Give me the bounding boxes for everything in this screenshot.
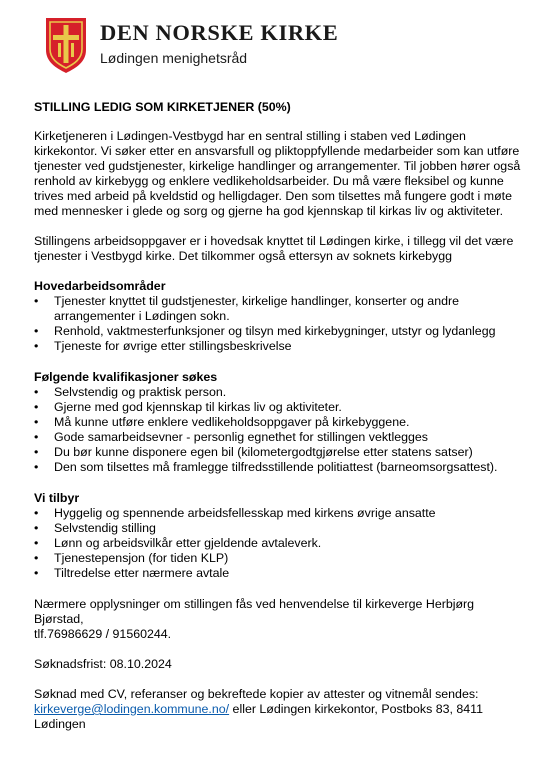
list-item-text: Lønn og arbeidsvilkår etter gjeldende avtaleverk.	[54, 536, 322, 550]
list-item-text: Selvstendig og praktisk person.	[54, 385, 227, 399]
email-link[interactable]: kirkeverge@lodingen.kommune.no/	[34, 702, 230, 716]
list-item-text: Tjenester knyttet til gudstjenester, kirkelige handlinger, konserter og andre arrangementer i Lødingen sokn.	[54, 294, 459, 323]
list-item-text: Selvstendig stilling	[54, 521, 156, 535]
application-deadline: Søknadsfrist: 08.10.2024	[34, 657, 172, 671]
list-item	[34, 566, 524, 581]
list-item-text: Må kunne utføre enklere vedlikeholdsoppgaver på kirkebyggene.	[54, 415, 410, 429]
bullet-icon: •	[34, 400, 39, 414]
bullet-icon: •	[34, 339, 39, 353]
bullet-list	[34, 385, 524, 475]
list-item	[34, 324, 524, 339]
list-item	[34, 339, 524, 354]
bullet-icon: •	[34, 536, 39, 550]
section-title: Hovedarbeidsområder	[34, 279, 166, 293]
section-title: Følgende kvalifikasjoner søkes	[34, 370, 218, 384]
bullet-icon: •	[34, 460, 39, 474]
list-item	[34, 536, 524, 551]
bullet-icon: •	[34, 445, 39, 459]
contact-info	[34, 597, 524, 732]
list-item-text: Tiltredelse etter nærmere avtale	[54, 566, 230, 580]
posting-title: STILLING LEDIG SOM KIRKETJENER (50%)	[34, 100, 291, 114]
list-item-text: Tjeneste for øvrige etter stillingsbeskrivelse	[54, 339, 292, 353]
section-title: Vi tilbyr	[34, 491, 80, 505]
list-item	[34, 460, 524, 475]
bullet-icon: •	[34, 551, 39, 565]
application-intro: Søknad med CV, referanser og bekreftede kopier av attester og vitnemål sendes:	[34, 687, 479, 701]
application-address	[34, 702, 524, 732]
org-name: DEN NORSKE KIRKE	[100, 20, 339, 45]
list-item	[34, 415, 524, 430]
list-item-text: Renhold, vaktmesterfunksjoner og tilsyn med kirkebygninger, utstyr og lydanlegg	[54, 324, 496, 338]
job-posting	[34, 100, 524, 732]
postal-address: eller Lødingen kirkekontor, Postboks 83, 8411 Lødingen	[34, 702, 484, 731]
bullet-icon: •	[34, 506, 39, 520]
list-item	[34, 521, 524, 536]
intro-paragraph: Kirketjeneren i Lødingen-Vestbygd har en sentral stilling i staben ved Lødingen kirkekontor. Vi søker etter en ansvarsfull og pliktoppfyllende medarbeider som kan utføre tjenester ved gudstjenester, kirkelige handlinger og arrangementer. Til jobben hører også renhold av kirkebygg og enklere vedlikeholdsarbeider. Du må være fleksibel og kunne trives med arbeid på kveldstid og helligdager. Den som tilsettes må fungere godt i møte med mennesker i glede og sorg og gjerne ha god kjennskap til kirkas liv og aktiviteter.	[34, 129, 521, 218]
letterhead	[44, 16, 339, 76]
duties-paragraph: Stillingens arbeidsoppgaver er i hovedsak knyttet til Lødingen kirke, i tillegg vil det være tjenester i Vestbygd kirke. Det tilkommer også ettersyn av soknets kirkebygg	[34, 234, 514, 263]
bullet-icon: •	[34, 324, 39, 338]
bullet-list	[34, 506, 524, 581]
list-item	[34, 445, 524, 460]
list-item	[34, 400, 524, 415]
sections	[34, 279, 524, 581]
list-item	[34, 385, 524, 400]
contact-line: Nærmere opplysninger om stillingen fås ved henvendelse til kirkeverge Herbjørg Bjørstad,	[34, 597, 475, 626]
bullet-icon: •	[34, 521, 39, 535]
org-subtitle: Lødingen menighetsråd	[100, 50, 248, 66]
list-item-text: Hyggelig og spennende arbeidsfellesskap med kirkens øvrige ansatte	[54, 506, 436, 520]
church-cross-shield-icon	[44, 16, 88, 74]
list-item-text: Tjenestepensjon (for tiden KLP)	[54, 551, 229, 565]
list-item-text: Den som tilsettes må framlegge tilfredsstillende politiattest (barneomsorgsattest).	[54, 460, 498, 474]
contact-phone: tlf.76986629 / 91560244.	[34, 627, 172, 641]
bullet-icon: •	[34, 415, 39, 429]
list-item-text: Gode samarbeidsevner - personlig egnethet for stillingen vektlegges	[54, 430, 429, 444]
bullet-icon: •	[34, 566, 39, 580]
list-item	[34, 430, 524, 445]
list-item	[34, 506, 524, 521]
list-item	[34, 294, 524, 324]
bullet-list	[34, 294, 524, 354]
list-item-text: Du bør kunne disponere egen bil (kilometergodtgjørelse etter statens satser)	[54, 445, 473, 459]
list-item-text: Gjerne med god kjennskap til kirkas liv og aktiviteter.	[54, 400, 342, 414]
bullet-icon: •	[34, 385, 39, 399]
bullet-icon: •	[34, 430, 39, 444]
bullet-icon: •	[34, 294, 39, 308]
list-item	[34, 551, 524, 566]
